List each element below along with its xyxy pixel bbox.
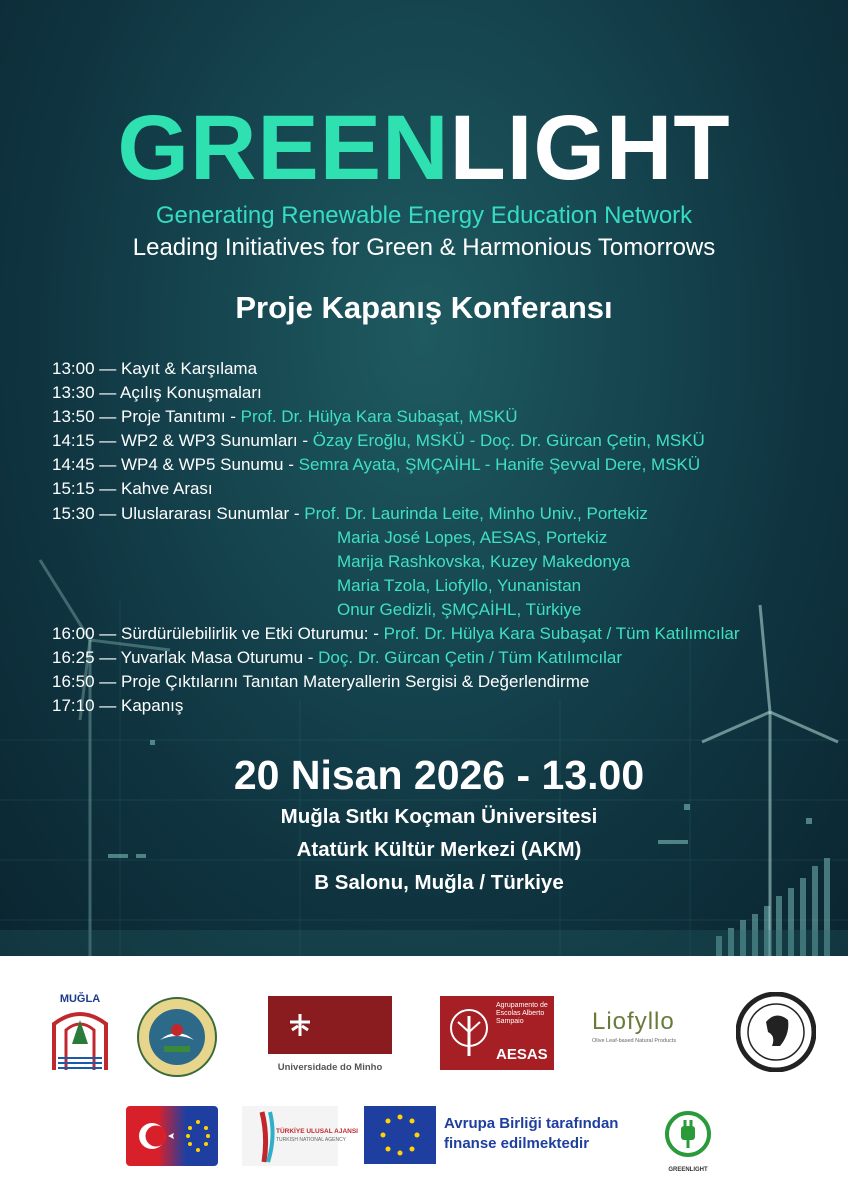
venue-building: Atatürk Kültür Merkezi (AKM): [296, 838, 582, 861]
minho-label: Universidade do Minho: [277, 1062, 383, 1073]
agenda-row: [52, 357, 842, 381]
macedonian-school-logo: [736, 992, 816, 1072]
turkey-eu-flag-logo: [126, 1106, 218, 1166]
venue-hall: B Salonu, Muğla / Türkiye: [314, 871, 564, 894]
greenlight-small-label: GREENLIGHT: [668, 1167, 708, 1173]
agenda-time-title: 13:00 — Kayıt & Karşılama: [52, 359, 258, 378]
aesas-tree-icon: [444, 996, 494, 1070]
greenlight-title: [0, 97, 848, 199]
agenda-speaker: Marija Rashkovska, Kuzey Makedonya: [337, 551, 630, 571]
agenda-list: [52, 357, 842, 718]
conference-title: Proje Kapanış Konferansı: [235, 290, 613, 325]
greenlight-logo: [656, 1110, 720, 1174]
agenda-time-title: 16:50 — Proje Çıktılarını Tanıtan Materyallerin Sergisi & Değerlendirme: [52, 672, 590, 692]
event-date: 20 Nisan 2026 - 13.00: [233, 752, 645, 798]
agenda-row: [52, 381, 842, 405]
subtitle-acronym: Generating Renewable Energy Education Network: [155, 202, 693, 229]
agenda-time-title: 15:30 — Uluslararası Sunumlar -: [52, 503, 305, 523]
agenda-speaker: Doç. Dr. Gürcan Çetin / Tüm Katılımcılar: [318, 648, 623, 668]
msku-logo: [44, 990, 116, 1078]
agenda-row: [52, 405, 842, 429]
eu-funding-line-2: finanse edilmektedir: [444, 1135, 590, 1152]
aesas-label: AESAS: [496, 1046, 548, 1063]
agenda-time-title: 13:30 — Açılış Konuşmaları: [52, 383, 262, 403]
agenda-row: [52, 646, 842, 670]
agenda-speaker: Prof. Dr. Hülya Kara Subaşat / Tüm Katılımcılar: [383, 624, 740, 644]
aesas-small-label: Agrupamento de Escolas Alberto Sampaio: [496, 1002, 548, 1025]
agenda-time-title: 16:00 — Sürdürülebilirlik ve Etki Oturumu: -: [52, 624, 384, 644]
agenda-time-title: 15:15 — Kahve Arası: [52, 479, 213, 499]
venue-university: Muğla Sıtkı Koçman Üniversitesi: [280, 805, 598, 828]
agenda-speaker: Maria José Lopes, AESAS, Portekiz: [337, 527, 608, 547]
tua-label: TÜRKİYE ULUSAL AJANSI: [276, 1128, 358, 1135]
agenda-time-title: 17:10 — Kapanış: [52, 696, 184, 716]
agenda-row: [52, 477, 842, 501]
agenda-row: [52, 670, 842, 694]
school-seal-logo: [136, 996, 218, 1078]
agenda-row: [52, 429, 842, 453]
turkish-national-agency-logo: [242, 1106, 358, 1166]
liofyllo-label: Liofyllo: [592, 1008, 675, 1035]
subtitle-tagline: Leading Initiatives for Green & Harmonious Tomorrows: [132, 234, 716, 261]
tua-label-en: TURKISH NATIONAL AGENCY: [276, 1137, 347, 1143]
title-light: LIGHT: [449, 97, 731, 199]
agenda-time-title: 16:25 — Yuvarlak Masa Oturumu -: [52, 648, 319, 668]
agenda-speaker: Özay Eroğlu, MSKÜ - Doç. Dr. Gürcan Çetin, MSKÜ: [312, 431, 705, 451]
minho-emblem: [268, 996, 392, 1054]
tua-emblem-icon: [242, 1106, 338, 1166]
agenda-speaker: Prof. Dr. Hülya Kara Subaşat, MSKÜ: [240, 407, 518, 427]
agenda-time-title: 14:15 — WP2 & WP3 Sunumları -: [52, 431, 313, 451]
agenda-row: [52, 598, 842, 622]
agenda-row: [52, 502, 842, 526]
agenda-time-title: 13:50 — Proje Tanıtımı -: [52, 407, 241, 427]
minho-logo: [268, 996, 392, 1074]
greenlight-plug-icon: [656, 1110, 720, 1162]
agenda-speaker: Maria Tzola, Liofyllo, Yunanistan: [337, 575, 582, 595]
liofyllo-logo: [592, 1008, 692, 1058]
agenda-row: [52, 622, 842, 646]
partner-logos: [0, 956, 848, 1200]
msku-label: MUĞLA: [59, 993, 101, 1005]
liofyllo-tagline: Olive Leaf-based Natural Products: [592, 1038, 677, 1044]
agenda-row: [52, 574, 842, 598]
agenda-speaker: Semra Ayata, ŞMÇAİHL - Hanife Şevval Dere, MSKÜ: [298, 455, 701, 475]
eu-flag-icon: [364, 1106, 436, 1164]
agenda-row: [52, 550, 842, 574]
agenda-row: [52, 526, 842, 550]
agenda-row: [52, 453, 842, 477]
agenda-speaker: Onur Gedizli, ŞMÇAİHL, Türkiye: [337, 599, 582, 619]
aesas-logo: [440, 996, 554, 1070]
agenda-time-title: 14:45 — WP4 & WP5 Sunumu -: [52, 455, 299, 475]
agenda-row: [52, 694, 842, 718]
title-green: GREEN: [117, 97, 450, 199]
agenda-speaker: Prof. Dr. Laurinda Leite, Minho Univ., Portekiz: [304, 503, 648, 523]
eu-funding-text: [444, 1114, 618, 1154]
eu-funding-line-1: Avrupa Birliği tarafından: [444, 1115, 619, 1132]
